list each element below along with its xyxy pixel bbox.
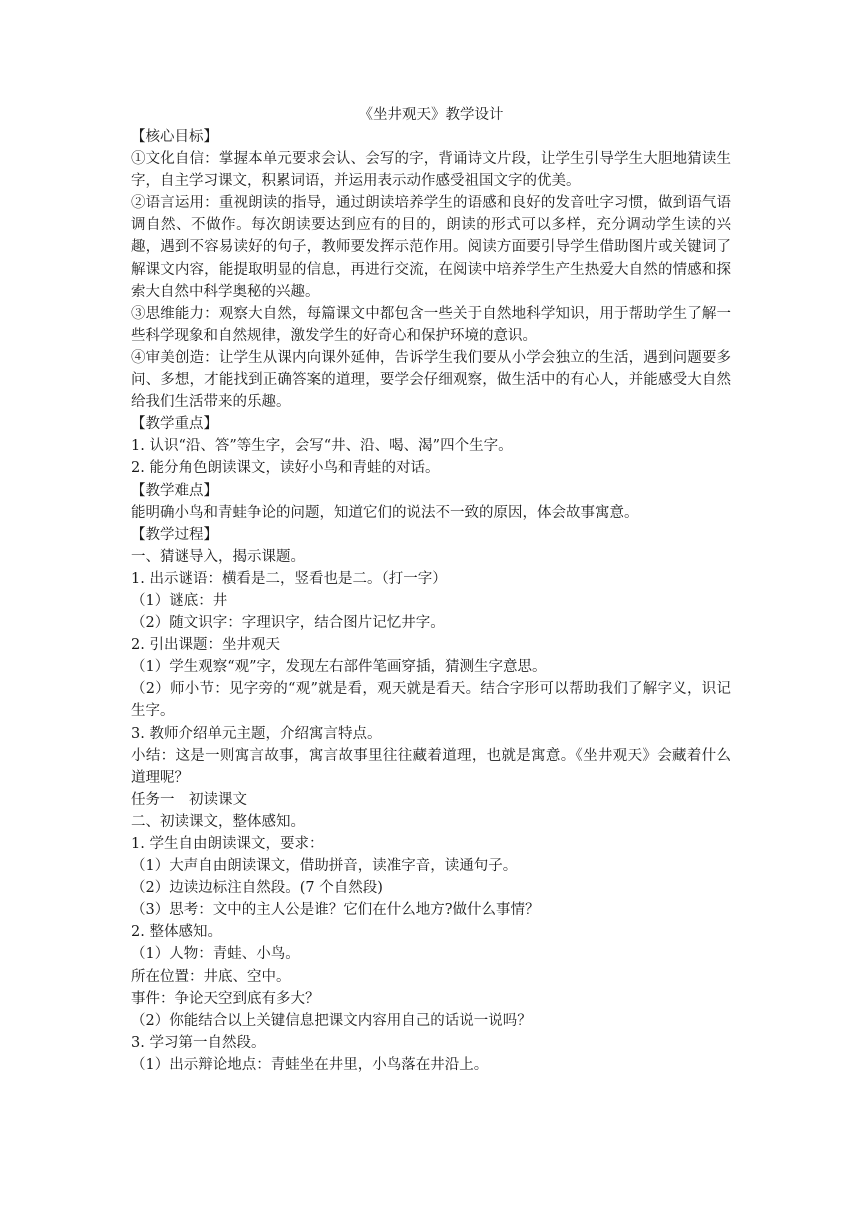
- section-heading: 二、初读课文，整体感知。: [131, 813, 305, 830]
- list-item: 2. 引出课题：坐井观天: [131, 637, 280, 654]
- list-item: （2）你能结合以上关键信息把课文内容用自己的话说一说吗？: [131, 1012, 532, 1029]
- list-item: 2. 能分角色朗读课文，读好小鸟和青蛙的对话。: [131, 460, 440, 477]
- paragraph-cultural-confidence: ①文化自信：掌握本单元要求会认、会写的字，背诵诗文片段，让学生引导学生大胆地猜读生字，自主学习课文，积累词语，并运用表示动作感受祖国文字的优美。: [131, 151, 731, 190]
- list-item: 所在位置：井底、空中。: [131, 968, 291, 985]
- paragraph-aesthetic-creation: ④审美创造：让学生从课内向课外延伸，告诉学生我们要从小学会独立的生活，遇到问题要多问、多想，才能找到正确答案的道理，要学会仔细观察，做生活中的有心人，并能感受大自然给我们生活带来的乐趣。: [131, 349, 731, 411]
- list-item: 2. 整体感知。: [131, 924, 222, 941]
- paragraph-language-use: ②语言运用：重视朗读的指导，通过朗读培养学生的语感和良好的发音吐字习惯，做到语气语调自然、不做作。每次朗读要达到应有的目的，朗读的形式可以多样，充分调动学生读的兴趣，遇到不容易读好的句子，教师要发挥示范作用。阅读方面要引导学生借助图片或关键词了解课文内容，能提取明显的信息，再进行交流，在阅读中培养学生产生热爱大自然的情感和探索大自然中科学奥秘的兴趣。: [131, 195, 731, 300]
- list-item: 事件：争论天空到底有多大？: [131, 990, 320, 1007]
- heading-teaching-process: 【教学过程】: [131, 526, 218, 543]
- list-item: （2）师小节：见字旁的“观”就是看，观天就是看天。结合字形可以帮助我们了解字义，识记生字。: [131, 681, 731, 720]
- document-title: 《坐井观天》教学设计: [358, 107, 504, 123]
- list-item: （2）边读边标注自然段。(7 个自然段): [131, 880, 383, 897]
- heading-core-goals: 【核心目标】: [131, 129, 218, 145]
- list-item: 3. 教师介绍单元主题，介绍寓言特点。: [131, 725, 382, 742]
- heading-teaching-focus: 【教学重点】: [131, 416, 218, 433]
- paragraph-difficulty: 能明确小鸟和青蛙争论的问题，知道它们的说法不一致的原因，体会故事寓意。: [131, 504, 639, 521]
- list-item: （1）大声自由朗读课文，借助拼音，读准字音，读通句子。: [131, 858, 518, 875]
- list-item: （2）随文识字：字理识字，结合图片记忆井字。: [131, 615, 445, 632]
- section-heading: 一、猜谜导入，揭示课题。: [131, 548, 305, 565]
- list-item: （1）人物：青蛙、小鸟。: [131, 946, 300, 963]
- list-item: 3. 学习第一自然段。: [131, 1034, 266, 1051]
- list-item: 1. 学生自由朗读课文，要求：: [131, 836, 324, 852]
- list-item: （1）谜底：井: [131, 592, 228, 609]
- paragraph-summary: 小结：这是一则寓言故事，寓言故事里往往藏着道理，也就是寓意。《坐井观天》会藏着什么道理呢？: [131, 747, 731, 786]
- list-item: （1）学生观察“观”字，发现左右部件笔画穿插，猜测生字意思。: [131, 659, 547, 676]
- list-item: 1. 出示谜语：横看是二，竖看也是二。（打一字）: [131, 570, 447, 587]
- paragraph-thinking-ability: ③思维能力：观察大自然，每篇课文中都包含一些关于自然地科学知识，用于帮助学生了解一些科学现象和自然规律，激发学生的好奇心和保护环境的意识。: [131, 305, 731, 344]
- heading-teaching-difficulty: 【教学难点】: [131, 482, 218, 499]
- document-page: [131, 104, 731, 1076]
- list-item: 1. 认识“沿、答”等生字，会写“井、沿、喝、渴”四个生字。: [131, 438, 513, 455]
- task-heading: 任务一 初读课文: [131, 791, 247, 808]
- list-item: （1）出示辩论地点：青蛙坐在井里，小鸟落在井沿上。: [131, 1056, 489, 1073]
- list-item: （3）思考：文中的主人公是谁？它们在什么地方?做什么事情？: [131, 902, 540, 919]
